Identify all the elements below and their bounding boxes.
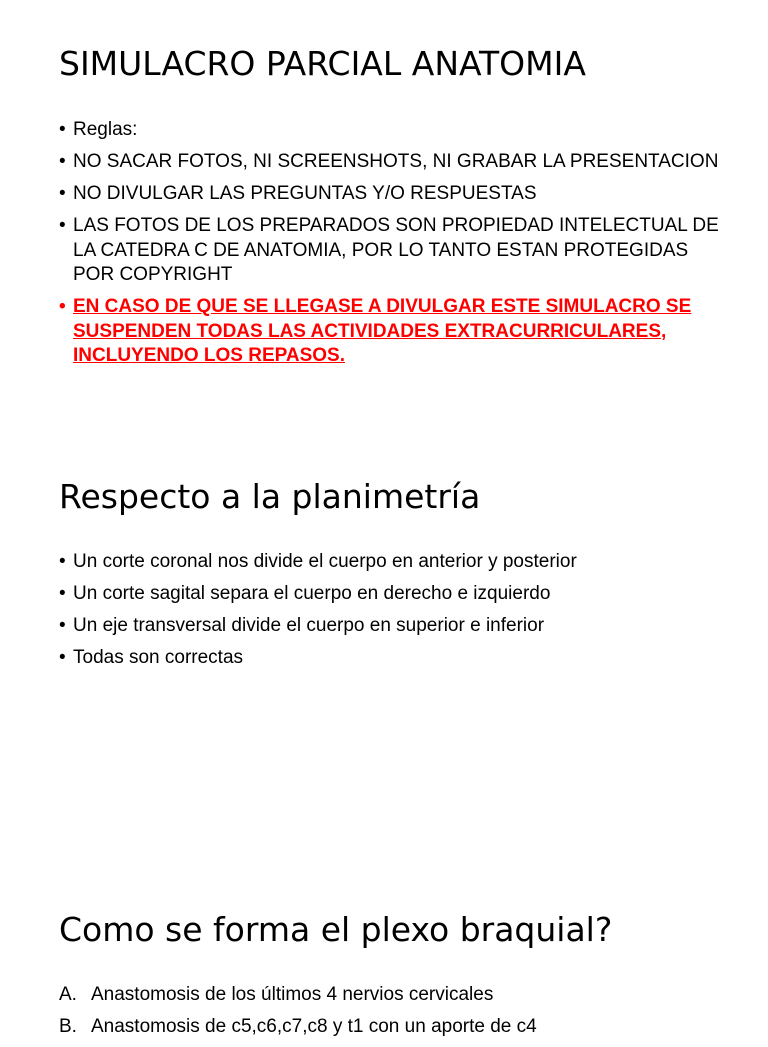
bullet-icon: •	[59, 647, 66, 668]
list-item-text: NO DIVULGAR LAS PREGUNTAS Y/O RESPUESTAS	[73, 183, 537, 204]
bullet-icon: •	[59, 583, 66, 604]
list-item	[59, 214, 719, 288]
list-item	[59, 646, 719, 671]
rules-list	[59, 118, 719, 376]
list-item-text: Todas son correctas	[73, 647, 244, 668]
bullet-icon: •	[59, 296, 66, 317]
option-letter: A.	[59, 984, 77, 1005]
list-item-text: Un corte sagital separa el cuerpo en derecho e izquierdo	[73, 583, 551, 604]
list-item-text: Reglas:	[73, 119, 138, 140]
option-letter: B.	[59, 1016, 77, 1037]
list-item	[59, 550, 719, 575]
list-item-text: Un eje transversal divide el cuerpo en superior e inferior	[73, 615, 545, 636]
bullet-icon: •	[59, 183, 66, 204]
list-item	[59, 118, 719, 143]
options-list	[59, 983, 719, 1047]
bullet-icon: •	[59, 551, 66, 572]
slide-title: Respecto a la planimetría	[59, 477, 481, 516]
options-list	[59, 550, 719, 678]
list-item-text: Un corte coronal nos divide el cuerpo en anterior y posterior	[73, 551, 577, 572]
list-item	[59, 150, 719, 175]
bullet-icon: •	[59, 615, 66, 636]
list-item	[59, 614, 719, 639]
slide-title: Como se forma el plexo braquial?	[59, 910, 613, 949]
list-item	[59, 1015, 719, 1040]
bullet-icon: •	[59, 151, 66, 172]
list-item	[59, 182, 719, 207]
list-item-text: LAS FOTOS DE LOS PREPARADOS SON PROPIEDAD INTELECTUAL DE LA CATEDRA C DE ANATOMIA, POR LO TANTO ESTAN PROTEGIDAS POR COPYRIGHT	[73, 215, 719, 285]
bullet-icon: •	[59, 119, 66, 140]
warning-text: EN CASO DE QUE SE LLEGASE A DIVULGAR ESTE SIMULACRO SE SUSPENDEN TODAS LAS ACTIVIDADES EXTRACURRICULARES, INCLUYENDO LOS REPASOS.	[73, 296, 692, 366]
slide-title: SIMULACRO PARCIAL ANATOMIA	[59, 44, 586, 83]
warning-item	[59, 295, 719, 369]
list-item-text: Anastomosis de los últimos 4 nervios cervicales	[91, 984, 494, 1005]
list-item	[59, 582, 719, 607]
list-item-text: Anastomosis de c5,c6,c7,c8 y t1 con un aporte de c4	[91, 1016, 537, 1037]
bullet-icon: •	[59, 215, 66, 236]
list-item	[59, 983, 719, 1008]
list-item-text: NO SACAR FOTOS, NI SCREENSHOTS, NI GRABAR LA PRESENTACION	[73, 151, 719, 172]
